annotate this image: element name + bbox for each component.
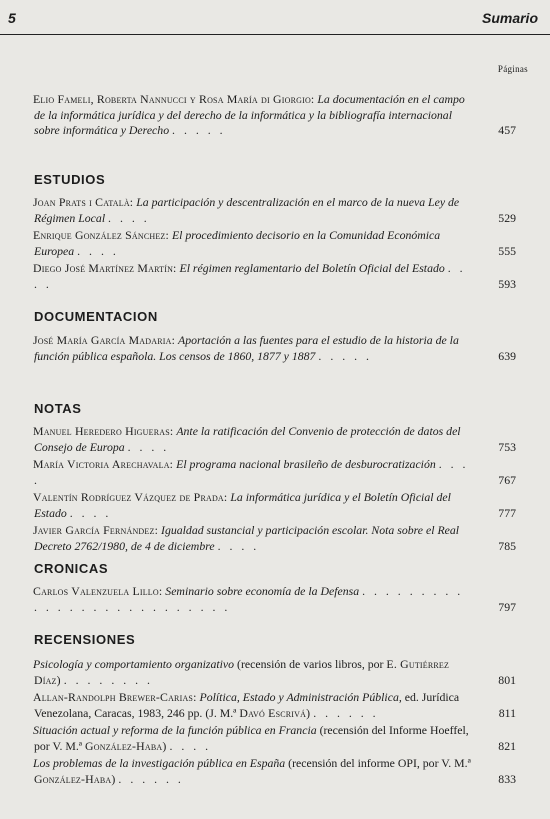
entry-page: 767 — [498, 472, 516, 487]
entry-title: La participación y descentralización en el marco de la nueva Ley de Régimen Local — [34, 195, 460, 225]
entry-page: 555 — [498, 243, 516, 258]
toc-entry[interactable] — [34, 723, 516, 754]
leader-dots: . . . . — [217, 538, 260, 553]
leader-dots: . . . . — [69, 505, 112, 520]
toc-entry[interactable] — [34, 657, 516, 688]
header-rule — [0, 34, 550, 35]
toc-entry[interactable] — [34, 490, 516, 521]
running-title: Sumario — [481, 10, 538, 26]
entry-author: Javier García Fernández: — [33, 523, 159, 537]
toc-entry[interactable] — [34, 333, 516, 364]
entry-author: José María García Madaria: — [33, 333, 176, 347]
section-estudios — [34, 195, 516, 292]
entry-author: E. Gutiérrez Díaz) — [34, 657, 450, 687]
entry-note: (recensión de varios libros, por — [237, 657, 384, 671]
entry-page: 529 — [498, 210, 516, 225]
entry-page: 821 — [498, 738, 516, 753]
leader-dots: . . . . — [77, 243, 119, 258]
entry-author: María Victoria Arechavala: — [33, 457, 174, 471]
toc-intro — [34, 92, 516, 139]
entry-author: Allan-Randolph Brewer-Carias: — [33, 690, 197, 704]
section-cronicas — [34, 584, 516, 615]
section-notas — [34, 424, 516, 554]
leader-dots: . . . . . . . . . . . . . . . . . . . . . . . . . . — [34, 584, 464, 614]
entry-author: Diego José Martínez Martín: — [33, 261, 177, 275]
entry-title: Situación actual y reforma de la función pública en Francia — [33, 723, 317, 737]
leader-dots: . . . . — [108, 210, 150, 225]
entry-author: Joan Prats i Català: — [33, 195, 134, 209]
entry-title: Ante la ratificación del Convenio de protección de datos del Consejo de Europa — [34, 424, 461, 454]
entry-note: (recensión del Informe Hoeffel, por V. M.ª — [34, 723, 469, 753]
toc-entry[interactable] — [34, 457, 516, 488]
toc-entry[interactable] — [34, 228, 516, 259]
entry-page: 811 — [498, 705, 516, 720]
entry-note: ed. Jurídica Venezolana, Caracas, 1983, 246 pp. (J. M.ª — [34, 690, 460, 720]
entry-title: La informática jurídica y el Boletín Oficial del Estado — [34, 490, 451, 520]
entry-title: Seminario sobre economía de la Defensa — [165, 584, 360, 598]
leader-dots: . . . . — [34, 457, 469, 487]
toc-entry[interactable] — [34, 756, 516, 787]
entry-page: 593 — [498, 276, 516, 291]
entry-author: González-Haba) — [85, 738, 167, 753]
pages-column-label: Páginas — [497, 64, 528, 74]
leader-dots: . . . . . . . . — [63, 672, 153, 687]
leader-dots: . . . . . . — [118, 771, 184, 786]
entry-title: La documentación en el campo de la informática jurídica y del derecho de la informática y la bibliografía internacional sobre informática y Derecho — [34, 92, 465, 137]
section-heading-documentacion: DOCUMENTACION — [34, 309, 158, 324]
entry-author-secondary: Davó Escrivá) — [239, 705, 311, 720]
leader-dots: . . . . . — [172, 123, 226, 137]
leader-dots: . . . . . . — [313, 705, 379, 720]
entry-page: 801 — [498, 672, 516, 687]
section-heading-recensiones: RECENSIONES — [34, 632, 136, 647]
section-heading-cronicas: CRONICAS — [34, 561, 109, 576]
entry-author: Manuel Heredero Higueras: — [33, 424, 174, 438]
leader-dots: . . . . . — [318, 348, 372, 363]
toc-entry[interactable] — [34, 195, 516, 226]
entry-page: 639 — [498, 348, 516, 363]
entry-page: 797 — [498, 599, 516, 614]
entry-author: Elio Fameli, Roberta Nannucci y Rosa María di Giorgio: — [33, 92, 315, 106]
leader-dots: . . . . — [34, 261, 466, 291]
entry-title: Aportación a las fuentes para el estudio de la historia de la función pública española. Los censos de 1860, 1877 y 1887 — [34, 333, 459, 363]
section-heading-estudios: ESTUDIOS — [34, 172, 106, 187]
page-header — [0, 4, 550, 30]
entry-page: 833 — [498, 771, 516, 786]
section-heading-notas: NOTAS — [34, 401, 82, 416]
entry-author: Valentín Rodríguez Vázquez de Prada: — [33, 490, 228, 504]
entry-note: (recensión del informe OPI, por V. M.ª — [288, 756, 471, 770]
entry-author: Enrique González Sánchez: — [33, 228, 170, 242]
entry-page: 753 — [498, 439, 516, 454]
toc-entry[interactable] — [34, 261, 516, 292]
leader-dots: . . . . — [127, 439, 170, 454]
section-recensiones — [34, 657, 516, 787]
entry-title: Igualdad sustancial y participación escolar. Nota sobre el Real Decreto 2762/1980, de 4 de diciembre — [34, 523, 460, 553]
toc-entry[interactable] — [34, 523, 516, 554]
section-documentacion — [34, 333, 516, 364]
entry-title: El procedimiento decisorio en la Comunidad Económica Europea — [34, 228, 441, 258]
toc-entry[interactable] — [34, 424, 516, 455]
entry-page: 457 — [498, 123, 516, 137]
entry-title: Psicología y comportamiento organizativo — [33, 657, 235, 671]
toc-entry[interactable] — [34, 92, 516, 139]
entry-title: El régimen reglamentario del Boletín Oficial del Estado — [179, 261, 445, 275]
entry-title: Los problemas de la investigación pública en España — [33, 756, 286, 770]
entry-author: Carlos Valenzuela Lillo: — [33, 584, 163, 598]
toc-entry[interactable] — [34, 690, 516, 721]
entry-title: El programa nacional brasileño de desburocratización — [176, 457, 436, 471]
entry-author: González-Haba) — [34, 771, 116, 786]
toc-entry[interactable] — [34, 584, 516, 615]
entry-page: 777 — [498, 505, 516, 520]
page-number: 5 — [8, 10, 16, 26]
leader-dots: . . . . — [169, 738, 212, 753]
entry-page: 785 — [498, 538, 516, 553]
entry-title: Política, Estado y Administración Pública, — [199, 690, 402, 704]
